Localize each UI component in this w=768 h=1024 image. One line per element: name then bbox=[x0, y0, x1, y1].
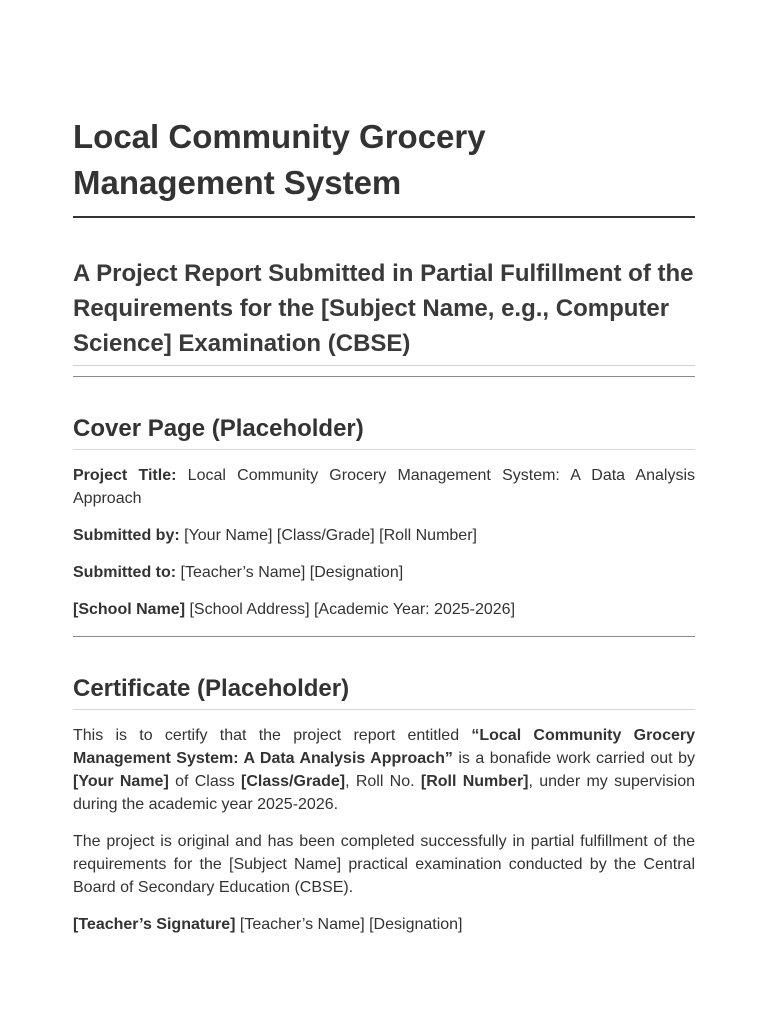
certificate-paragraph-2: The project is original and has been completed successfully in partial fulfillment of the requirements for the [Subject Name] practical examination conducted by the Central Board of Secondary Education (CBSE). bbox=[73, 833, 695, 896]
subtitle-divider bbox=[73, 376, 695, 377]
cert-student-name: [Your Name] bbox=[73, 773, 169, 790]
certificate-paragraph-1 bbox=[73, 724, 695, 816]
certificate-heading: Certificate (Placeholder) bbox=[73, 673, 695, 710]
cert-project-title: “Local Community Grocery Management System: A Data Analysis Approach” bbox=[73, 727, 696, 767]
cert-text-e: , under my supervision during the academic year 2025-2026. bbox=[73, 773, 696, 813]
cert-text-c: of Class bbox=[168, 773, 242, 790]
cert-class: [Class/Grade] bbox=[241, 773, 346, 790]
cert-roll-number: [Roll Number] bbox=[420, 773, 529, 790]
school-name-label: [School Name] bbox=[73, 601, 186, 618]
project-title-value: Local Community Grocery Management System: A Data Analysis Approach bbox=[73, 467, 695, 507]
document-subtitle: A Project Report Submitted in Partial Fulfillment of the Requirements for the [Subject Name, e.g., Computer Science] Examination (CBSE) bbox=[73, 256, 695, 366]
document-content bbox=[73, 114, 695, 936]
project-title-line bbox=[73, 464, 695, 510]
school-line bbox=[73, 598, 695, 621]
section-divider bbox=[73, 636, 695, 637]
school-details-value: [School Address] [Academic Year: 2025-2026] bbox=[185, 601, 516, 618]
cover-page-heading: Cover Page (Placeholder) bbox=[73, 413, 695, 450]
cert-text-a: This is to certify that the project report entitled bbox=[73, 727, 472, 744]
project-title-label: Project Title: bbox=[73, 467, 177, 484]
teacher-signature-value: [Teacher’s Name] [Designation] bbox=[235, 916, 463, 933]
submitted-to-line bbox=[73, 561, 695, 584]
submitted-to-label: Submitted to: bbox=[73, 564, 177, 581]
teacher-signature-label: [Teacher’s Signature] bbox=[73, 916, 236, 933]
signature-line bbox=[73, 913, 695, 936]
submitted-by-label: Submitted by: bbox=[73, 527, 180, 544]
document-title: Local Community Grocery Management System bbox=[73, 114, 695, 218]
submitted-by-value: [Your Name] [Class/Grade] [Roll Number] bbox=[179, 527, 477, 544]
cert-text-d: , Roll No. bbox=[345, 773, 421, 790]
submitted-by-line bbox=[73, 524, 695, 547]
submitted-to-value: [Teacher’s Name] [Designation] bbox=[176, 564, 404, 581]
cert-text-b: is a bonafide work carried out by bbox=[452, 750, 695, 767]
